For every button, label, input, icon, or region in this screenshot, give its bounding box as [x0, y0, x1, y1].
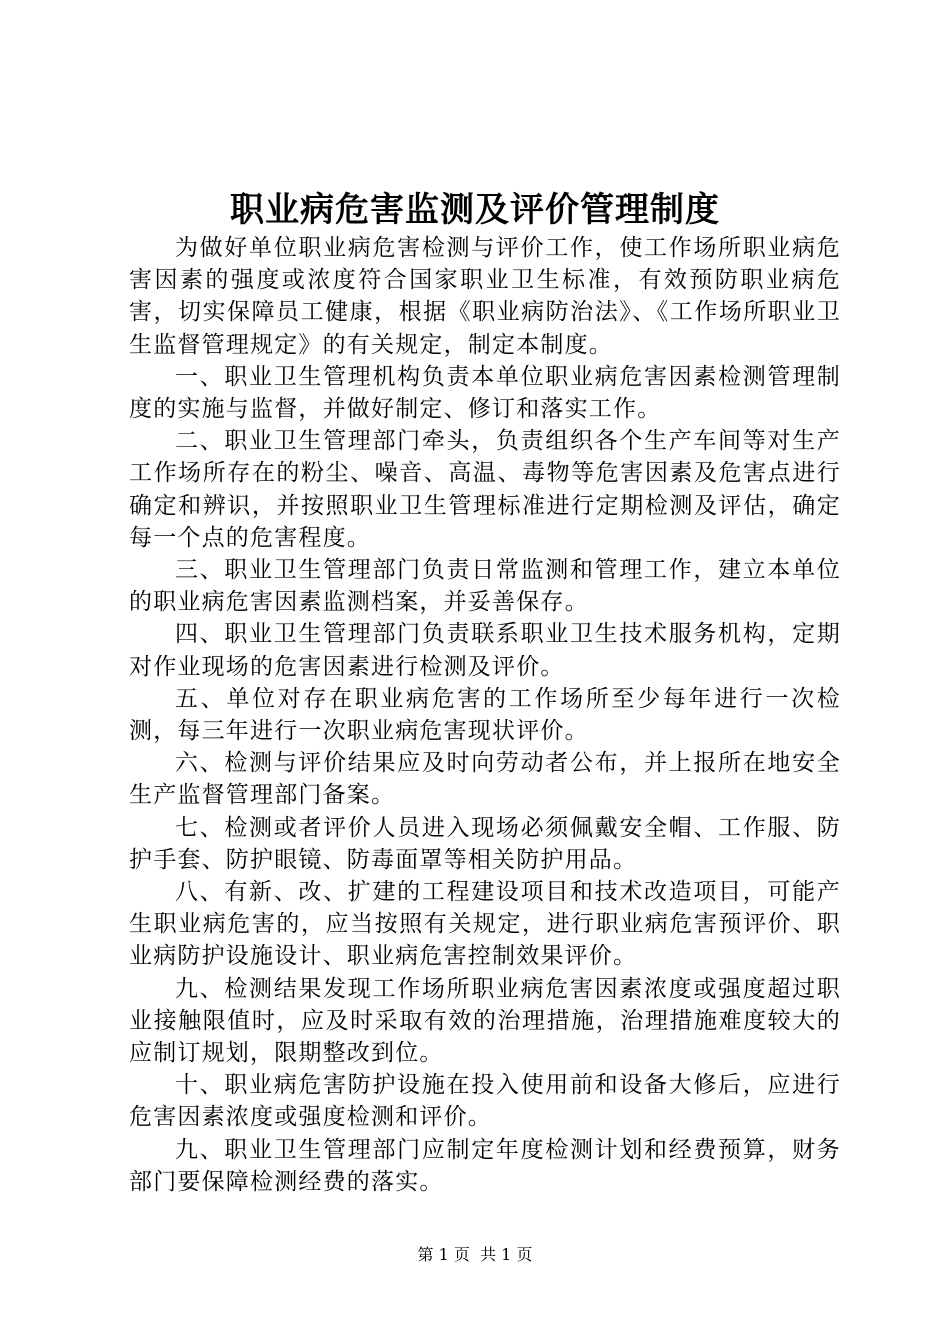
paragraph-item-1: 一、职业卫生管理机构负责本单位职业病危害因素检测管理制度的实施与监督，并做好制定、修订和落实工作。 — [129, 363, 841, 423]
paragraph-item-6: 六、检测与评价结果应及时向劳动者公布，并上报所在地安全生产监督管理部门备案。 — [129, 750, 841, 809]
document-body — [129, 232, 841, 1198]
paragraph-intro: 为做好单位职业病危害检测与评价工作，使工作场所职业病危害因素的强度或浓度符合国家职业卫生标准，有效预防职业病危害，切实保障员工健康，根据《职业病防治法》、《工作场所职业卫生监督管理规定》的有关规定，制定本制度。 — [129, 235, 841, 358]
paragraph-item-11: 九、职业卫生管理部门应制定年度检测计划和经费预算，财务部门要保障检测经费的落实。 — [129, 1136, 841, 1195]
footer-separator — [470, 1245, 480, 1264]
paragraph-item-7: 七、检测或者评价人员进入现场必须佩戴安全帽、工作服、防护手套、防护眼镜、防毒面罩等相关防护用品。 — [129, 814, 841, 873]
paragraph-item-9: 九、检测结果发现工作场所职业病危害因素浓度或强度超过职业接触限值时，应及时采取有效的治理措施，治理措施难度较大的应制订规划，限期整改到位。 — [129, 975, 841, 1067]
page-footer — [0, 1244, 950, 1266]
paragraph-item-4: 四、职业卫生管理部门负责联系职业卫生技术服务机构，定期对作业现场的危害因素进行检测及评价。 — [129, 621, 841, 680]
paragraph-item-8: 八、有新、改、扩建的工程建设项目和技术改造项目，可能产生职业病危害的，应当按照有关规定，进行职业病危害预评价、职业病防护设施设计、职业病危害控制效果评价。 — [129, 879, 841, 970]
paragraph-item-2: 二、职业卫生管理部门牵头，负责组织各个生产车间等对生产工作场所存在的粉尘、噪音、高温、毒物等危害因素及危害点进行确定和辨识，并按照职业卫生管理标准进行定期检测及评估，确定每一个点的危害程度。 — [129, 428, 841, 551]
page-title: 职业病危害监测及评价管理制度 — [230, 190, 720, 230]
paragraph-item-3: 三、职业卫生管理部门负责日常监测和管理工作，建立本单位的职业病危害因素监测档案，并妥善保存。 — [129, 557, 841, 616]
page-number: 第 1 页 — [417, 1245, 470, 1264]
page-total: 共 1 页 — [480, 1245, 533, 1264]
paragraph-item-5: 五、单位对存在职业病危害的工作场所至少每年进行一次检测，每三年进行一次职业病危害现状评价。 — [129, 685, 841, 745]
paragraph-item-10: 十、职业病危害防护设施在投入使用前和设备大修后，应进行危害因素浓度或强度检测和评价。 — [129, 1072, 841, 1131]
